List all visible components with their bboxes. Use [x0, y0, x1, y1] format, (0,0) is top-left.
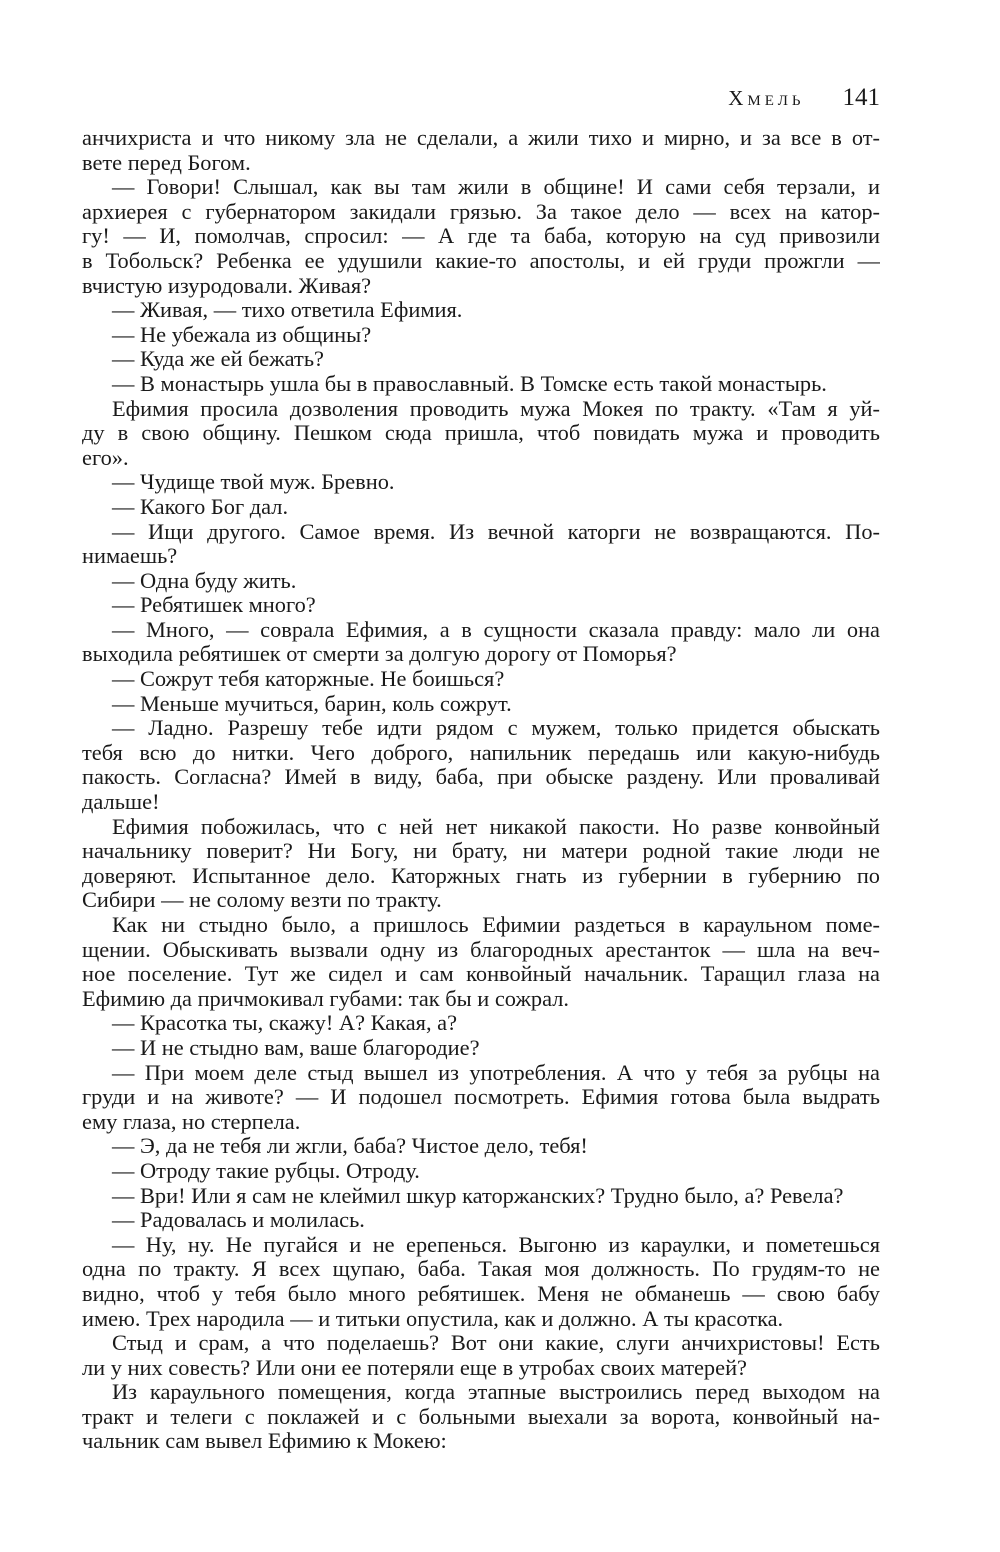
paragraph: [82, 1134, 880, 1159]
text-line: — Ладно. Разрешу тебе идти рядом с мужем, только придется обыскать: [112, 716, 880, 741]
paragraph: [82, 913, 880, 1011]
paragraph: [82, 347, 880, 372]
paragraph: [82, 815, 880, 913]
text-line: тракт и телеги с поклажей и с больными выехали за ворота, конвойный на-: [82, 1404, 880, 1429]
text-line: начальнику поверит? Ни Богу, ни брату, ни матери родной такие люди не: [82, 839, 880, 864]
text-line: выходила ребятишек от смерти за долгую дорогу от Поморья?: [82, 642, 677, 667]
text-line: — Ври! Или я сам не клеймил шкур каторжанских? Трудно было, а? Ревела?: [112, 1183, 844, 1208]
text-line: его».: [82, 445, 129, 470]
text-line: — Говори! Слышал, как вы там жили в общине! И сами себя терзали, и: [112, 175, 880, 200]
text-line: — Не убежала из общины?: [112, 322, 372, 347]
text-line: Из караульного помещения, когда этапные выстроились перед выходом на: [112, 1380, 880, 1405]
text-line: ду в свою общину. Пешком сюда пришла, чтоб повидать мужа и проводить: [82, 421, 880, 446]
paragraph: [82, 1380, 880, 1454]
text-line: видно, чтоб у тебя было много ребятишек. Меня не обманешь — свою бабу: [82, 1281, 880, 1306]
text-line: — Много, — соврала Ефимия, а в сущности сказала правду: мало ли она: [112, 617, 880, 642]
text-line: — Меньше мучиться, барин, коль сожрут.: [112, 691, 512, 716]
text-line: — Ну, ну. Не пугайся и не ерепенься. Выгоню из караулки, и пометешься: [112, 1232, 880, 1257]
text-line: — Одна буду жить.: [112, 568, 297, 593]
text-line: — И не стыдно вам, ваше благородие?: [112, 1035, 480, 1060]
body-text: [82, 126, 880, 1454]
text-line: — Ребятишек много?: [112, 593, 316, 618]
text-line: одна по тракту. Я всех щупаю, баба. Такая моя должность. По грудям-то не: [82, 1257, 880, 1282]
text-line: вчистую изуродовали. Живая?: [82, 273, 372, 298]
text-line: — Сожрут тебя каторжные. Не боишься?: [112, 667, 505, 692]
text-line: тебя всю до нитки. Чего доброго, напильник передашь или какую-нибудь: [82, 740, 880, 765]
text-line: дальше!: [82, 790, 160, 815]
paragraph: [82, 372, 880, 397]
text-line: — Радовалась и молилась.: [112, 1208, 365, 1233]
text-line: гу! — И, помолчав, спросил: — А где та баба, которую на суд привозили: [82, 224, 880, 249]
paragraph: [82, 1184, 880, 1209]
paragraph: [82, 618, 880, 667]
text-line: — В монастырь ушла бы в православный. В Томске есть такой монастырь.: [112, 371, 827, 396]
paragraph: [82, 593, 880, 618]
text-line: ему глаза, но стерпела.: [82, 1109, 301, 1134]
text-line: доверяют. Испытанное дело. Каторжных гнать из губернии в губернию по: [82, 863, 880, 888]
paragraph: [82, 1208, 880, 1233]
text-line: — При моем деле стыд вышел из употребления. А что у тебя за рубцы на: [112, 1060, 880, 1085]
text-line: — Э, да не тебя ли жгли, баба? Чистое дело, тебя!: [112, 1134, 588, 1159]
paragraph: [82, 716, 880, 814]
paragraph: [82, 520, 880, 569]
paragraph: [82, 175, 880, 298]
page-number: 141: [842, 84, 880, 111]
text-line: — Красотка ты, скажу! А? Какая, а?: [112, 1011, 458, 1036]
text-line: — Живая, — тихо ответила Ефимия.: [112, 298, 463, 323]
text-line: груди и на животе? — И подошел посмотреть. Ефимия готова была выдрать: [82, 1085, 880, 1110]
paragraph: [82, 495, 880, 520]
paragraph: [82, 397, 880, 471]
text-line: имею. Трех народила — и титьки опустила, как и должно. А ты красотка.: [82, 1306, 784, 1331]
text-line: архиерея с губернатором закидали грязью. За такое дело — всех на катор-: [82, 199, 880, 224]
paragraph: [82, 1036, 880, 1061]
text-line: нимаешь?: [82, 544, 178, 569]
text-line: — Куда же ей бежать?: [112, 347, 324, 372]
paragraph: [82, 470, 880, 495]
paragraph: [82, 1011, 880, 1036]
paragraph: [82, 1061, 880, 1135]
text-line: ли у них совесть? Или они ее потеряли еще в утробах своих матерей?: [82, 1355, 747, 1380]
paragraph: [82, 1331, 880, 1380]
paragraph: [82, 667, 880, 692]
paragraph: [82, 692, 880, 717]
running-head: [82, 84, 880, 114]
text-line: чальник сам вывел Ефимию к Мокею:: [82, 1429, 447, 1454]
text-line: Как ни стыдно было, а пришлось Ефимии раздеться в караульном поме-: [112, 913, 880, 937]
text-line: щении. Обыскивать вызвали одну из благородных арестанток — шла на веч-: [82, 937, 880, 962]
paragraph: [82, 298, 880, 323]
text-line: Ефимия побожилась, что с ней нет никакой пакости. Но разве конвойный: [112, 814, 880, 839]
text-line: ное поселение. Тут же сидел и сам конвойный начальник. Таращил глаза на: [82, 962, 880, 987]
text-line: — Отроду такие рубцы. Отроду.: [112, 1158, 420, 1183]
text-line: — Какого Бог дал.: [112, 494, 289, 519]
paragraph: [82, 1159, 880, 1184]
text-line: вете перед Богом.: [82, 150, 251, 175]
book-title: Хмель: [728, 86, 805, 110]
text-line: анчихриста и что никому зла не сделали, а жили тихо и мирно, и за все в от-: [82, 126, 880, 150]
text-line: Ефимия просила дозволения проводить мужа Мокея по тракту. «Там я уй-: [112, 396, 880, 421]
text-line: Стыд и срам, а что поделаешь? Вот они какие, слуги анчихристовы! Есть: [112, 1331, 880, 1356]
text-line: — Чудище твой муж. Бревно.: [112, 470, 395, 495]
paragraph: [82, 569, 880, 594]
text-line: Ефимию да причмокивал губами: так бы и сожрал.: [82, 986, 570, 1011]
text-line: Сибири — не солому везти по тракту.: [82, 888, 442, 913]
text-line: в Тобольск? Ребенка ее удушили какие-то апостолы, и ей груди прожгли —: [82, 248, 880, 273]
text-line: пакость. Согласна? Имей в виду, баба, при обыске раздену. Или проваливай: [82, 765, 880, 790]
text-line: — Ищи другого. Самое время. Из вечной каторги не возвращаются. По-: [112, 519, 880, 544]
paragraph: [82, 126, 880, 175]
paragraph: [82, 1233, 880, 1331]
paragraph: [82, 323, 880, 348]
